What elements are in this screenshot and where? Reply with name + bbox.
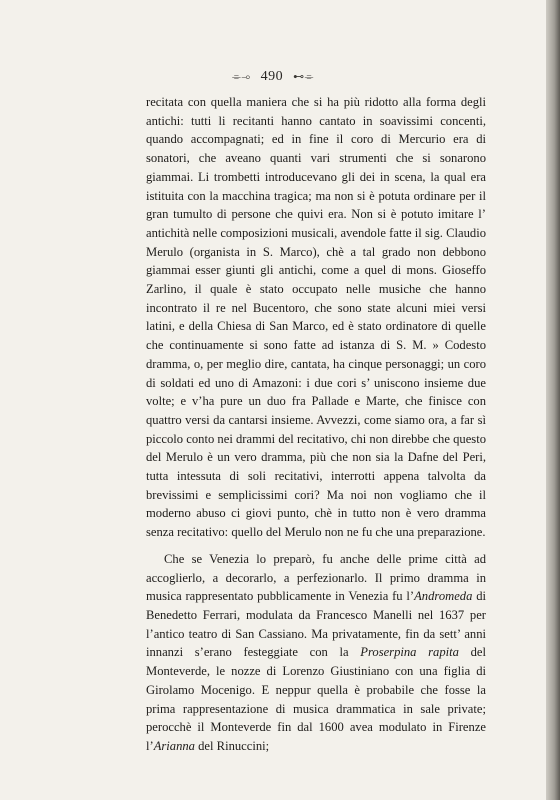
page-header bbox=[0, 69, 546, 85]
paragraph-text: Che se Venezia lo preparò, fu anche delle prime città ad accoglierlo, a decorarlo, a perfezionarlo. Il primo dramma in musica rappresentato pubblicamente in Venezia fu l’ bbox=[146, 551, 486, 604]
paragraph-text: del Monteverde, le nozze di Lorenzo Giustiniano con una figlia di Girolamo Mocenigo. E neppur quella è probabile che fosse la prima rappresentazione di musica drammatica in sale private; perocchè il Monteverde fin dal 1600 avea modulato in Firenze l’ bbox=[146, 645, 486, 753]
paragraph-continued bbox=[146, 93, 486, 542]
title-arianna: Arianna bbox=[153, 738, 195, 753]
title-proserpina-rapita: Proserpina rapita bbox=[360, 645, 459, 660]
title-andromeda: Andromeda bbox=[414, 589, 473, 604]
page-number: 490 bbox=[260, 69, 284, 84]
header-ornament-right: ⊷⌯ bbox=[293, 71, 314, 83]
paragraph-text: di Benedetto Ferrari, modulata da Francesco Manelli nel 1637 per l’antico teatro di San Cassiano. Ma privatamente, fin da sett’ anni innanzi s’erano festeggiate con la bbox=[146, 589, 486, 660]
paragraph-text: del Rinuccini; bbox=[194, 738, 270, 753]
paragraph-text: recitata con quella maniera che si ha più ridotto alla forma degli antichi: tutti li recitanti hanno cantato in soavissimi concenti, quando accompagnati; ed in fine il coro di Mercurio era di sonatori, che aveano quanti vari strumenti che si sonarono giammai. Li trombetti introducevano gli dei in scena, la qual era istituita con la macchina tragica; ma non si è potuta ordinare per il gran tumulto di persone che quivi era. Non si è potuto imitare l’ antichità nelle composizioni musicali, avendole fatte il sig. Claudio Merulo (organista in S. Marco), chè a tal grado non debbono giammai esser giunti gli antichi, come a quel di mons. Gioseffo Zarlino, il quale è stato occupato nelle musiche che hanno incontrato il re nel Bucentoro, che sono state alcuni miei versi latini, e della Chiesa di San Marco, ed è stato ordinatore di quelle che continuamente si sono fatte ad istanza di S. M. » Codesto dramma, o, per meglio dire, cantata, ha cinque personaggi; un coro di soldati ed uno di Amazoni: i due cori s’ uniscono insieme due volte; e v’ha pure un duo fra Pallade e Marte, che finisce con quattro versi da cantarsi insieme. Avvezzi, come siamo ora, a far sì piccolo conto nei drammi del recitativo, chi non direbbe che questo del Merulo è un vero dramma, più che non sia la Dafne del Peri, tutta intessuta di soli recitativi, interrotti appena talvolta da brevissimi e semplicissimi cori? Ma noi non vogliamo che il moderno abuso ci giovi punto, chè in tutto non è vero dramma senza recitativo: quello del Merulo non ne fu che una preparazione. bbox=[146, 95, 486, 540]
page-edge-shadow bbox=[546, 0, 560, 800]
paragraph-venezia bbox=[146, 550, 486, 756]
header-ornament-left: ⌯⊸ bbox=[232, 71, 251, 83]
body-text bbox=[146, 93, 486, 756]
